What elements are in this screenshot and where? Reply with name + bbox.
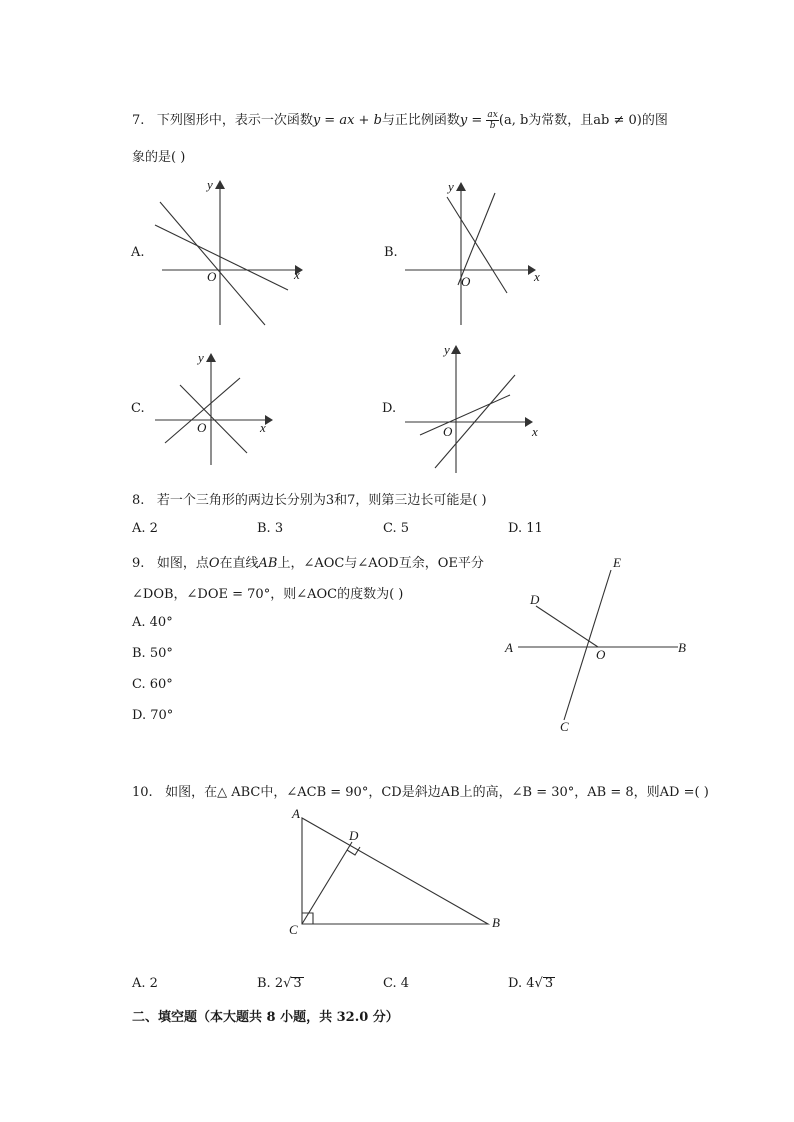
svg-text:x: x (260, 420, 266, 435)
svg-text:x: x (532, 424, 538, 439)
svg-text:B: B (492, 915, 500, 930)
q7-graph-c (150, 345, 280, 470)
svg-text:y: y (444, 342, 450, 357)
q7-option-a: A. (131, 245, 145, 260)
q9-option-d: D. 70° (132, 708, 174, 723)
svg-text:y: y (198, 350, 204, 365)
svg-text:C: C (289, 922, 298, 937)
svg-text:O: O (197, 420, 207, 435)
q8-stem: 8. 若一个三角形的两边长分别为3和7，则第三边长可能是( ) (132, 493, 487, 508)
q7-line1: 7. 下列图形中，表示一次函数y = ax + b与正比例函数y = $\frac{ax}{b}$ (a, b为常数，且ab ≠ 0)的图 (132, 110, 668, 131)
section-2-title: 二、填空题（本大题共 8 小题，共 32.0 分） (132, 1010, 399, 1025)
q10-option-d: D. 4√ 3 (508, 976, 554, 991)
svg-text:C: C (560, 719, 569, 734)
svg-text:A: A (292, 806, 300, 821)
q7-option-d: D. (382, 401, 397, 416)
q9-option-a: A. 40° (132, 615, 173, 630)
svg-text:O: O (461, 274, 471, 289)
svg-text:x: x (534, 269, 540, 284)
svg-text:A: A (505, 640, 513, 655)
q9-line2: ∠DOB，∠DOE = 70°，则∠AOC的度数为( ) (132, 587, 404, 602)
svg-text:B: B (678, 640, 686, 655)
q9-option-c: C. 60° (132, 677, 173, 692)
svg-text:E: E (613, 555, 621, 570)
q7-graph-d (400, 340, 550, 475)
svg-text:D: D (349, 828, 359, 843)
q7-graph-b (400, 175, 550, 330)
q8-option-a: A. 2 (132, 521, 158, 536)
svg-text:O: O (443, 424, 453, 439)
svg-text:D: D (530, 592, 540, 607)
svg-text:O: O (207, 269, 217, 284)
q7-fraction: $\frac{ax}{b}$ (487, 110, 498, 131)
q9-option-b: B. 50° (132, 646, 173, 661)
svg-text:x: x (294, 267, 300, 282)
q10-option-c: C. 4 (383, 976, 410, 991)
svg-text:O: O (596, 647, 606, 662)
q9-figure (500, 550, 700, 740)
q10-option-b: B. 2√ 3 (257, 976, 302, 991)
q7-option-c: C. (131, 401, 145, 416)
svg-text:y: y (207, 177, 213, 192)
q7-graph-a (150, 175, 310, 330)
q10-option-a: A. 2 (132, 976, 158, 991)
q8-option-c: C. 5 (383, 521, 410, 536)
q9-line1: 9. 如图，点O在直线AB上，∠AOC与∠AOD互余，OE平分 (132, 556, 484, 571)
svg-text:y: y (448, 179, 454, 194)
q7-option-b: B. (384, 245, 398, 260)
q8-option-d: D. 11 (508, 521, 543, 536)
q10-stem: 10. 如图，在△ ABC中，∠ACB = 90°，CD是斜边AB上的高，∠B = 30°，AB = 8，则AD =( ) (132, 785, 709, 800)
q10-figure (285, 800, 515, 940)
q7-line2: 象的是( ) (132, 150, 186, 165)
q8-option-b: B. 3 (257, 521, 284, 536)
